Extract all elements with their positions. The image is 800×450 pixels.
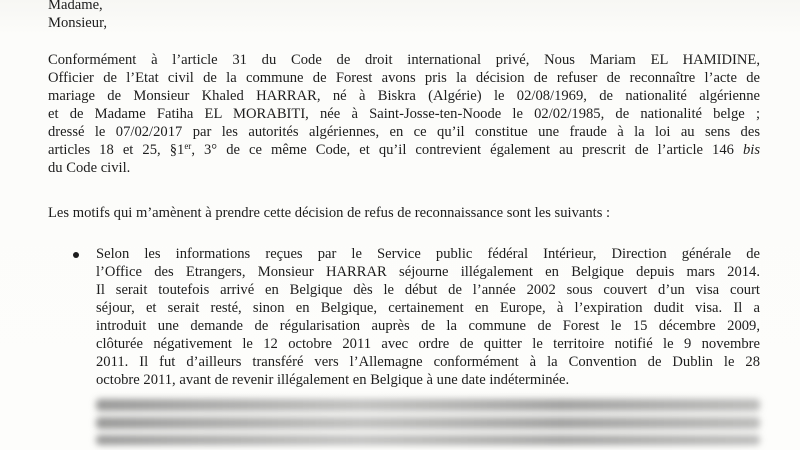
para1-line2: Officier de l’Etat civil de la commune de Forest avons pris la décision de refuser de reconnaître l’acte de bbox=[48, 70, 760, 86]
bullet1-line7: 2011. Il fut d’ailleurs transféré vers l’Allemagne conformément à la Convention de Dublin le 28 bbox=[96, 354, 760, 370]
bullet1-line1: Selon les informations reçues par le Service public fédéral Intérieur, Direction générale de bbox=[96, 246, 760, 262]
redacted-line-3 bbox=[96, 435, 760, 445]
salutation-monsieur: Monsieur, bbox=[48, 15, 108, 31]
motifs-intro: Les motifs qui m’amènent à prendre cette décision de refus de reconnaissance sont les suivants : bbox=[48, 205, 611, 221]
bullet1-line8: octobre 2011, avant de revenir illégalement en Belgique à une date indéterminée. bbox=[96, 372, 570, 388]
para1-line6-italic: bis bbox=[742, 142, 760, 158]
para1-line6-b: , 3° de ce même Code, et qu’il contrevient également au prescrit de l’article 146 bbox=[191, 142, 743, 158]
para1-line1: Conformément à l’article 31 du Code de droit international privé, Nous Mariam EL HAMIDINE, bbox=[48, 52, 760, 68]
para1-line5: dressé le 07/02/2017 par les autorités algériennes, en ce qu’il constitue une fraude à la loi au sens des bbox=[48, 124, 760, 140]
bullet1-line2: l’Office des Etrangers, Monsieur HARRAR séjourne illégalement en Belgique depuis mars 2014. bbox=[96, 264, 760, 280]
salutation-madame: Madame, bbox=[48, 0, 103, 13]
bullet1-line6: clôturée négativement le 12 octobre 2011 avec ordre de quitter le territoire notifié le 9 novembre bbox=[96, 336, 760, 352]
bullet1-line5: introduit une demande de régularisation auprès de la commune de Forest le 15 décembre 2009, bbox=[96, 318, 760, 334]
redacted-line-2 bbox=[96, 417, 760, 429]
para1-line6-a: articles 18 et 25, §1 bbox=[48, 142, 185, 158]
bullet1-line3: Il serait toutefois arrivé en Belgique dès le début de l’année 2002 sous couvert d’un visa court bbox=[96, 282, 760, 298]
redacted-line-1 bbox=[96, 399, 760, 411]
bullet-point bbox=[73, 252, 79, 258]
bullet1-line4: séjour, et serait resté, sinon en Belgique, certainement en Europe, à l’expiration dudit visa. Il a bbox=[96, 300, 760, 316]
para1-line6-sup: er bbox=[184, 141, 192, 151]
para1-line7: du Code civil. bbox=[48, 160, 131, 176]
para1-line6 bbox=[48, 142, 760, 159]
para1-line4: et de Madame Fatiha EL MORABITI, née à Saint-Josse-ten-Noode le 02/02/1985, de nationalité belge ; bbox=[48, 106, 760, 122]
para1-line3: mariage de Monsieur Khaled HARRAR, né à Biskra (Algérie) le 02/08/1969, de nationalité algérienne bbox=[48, 88, 760, 104]
